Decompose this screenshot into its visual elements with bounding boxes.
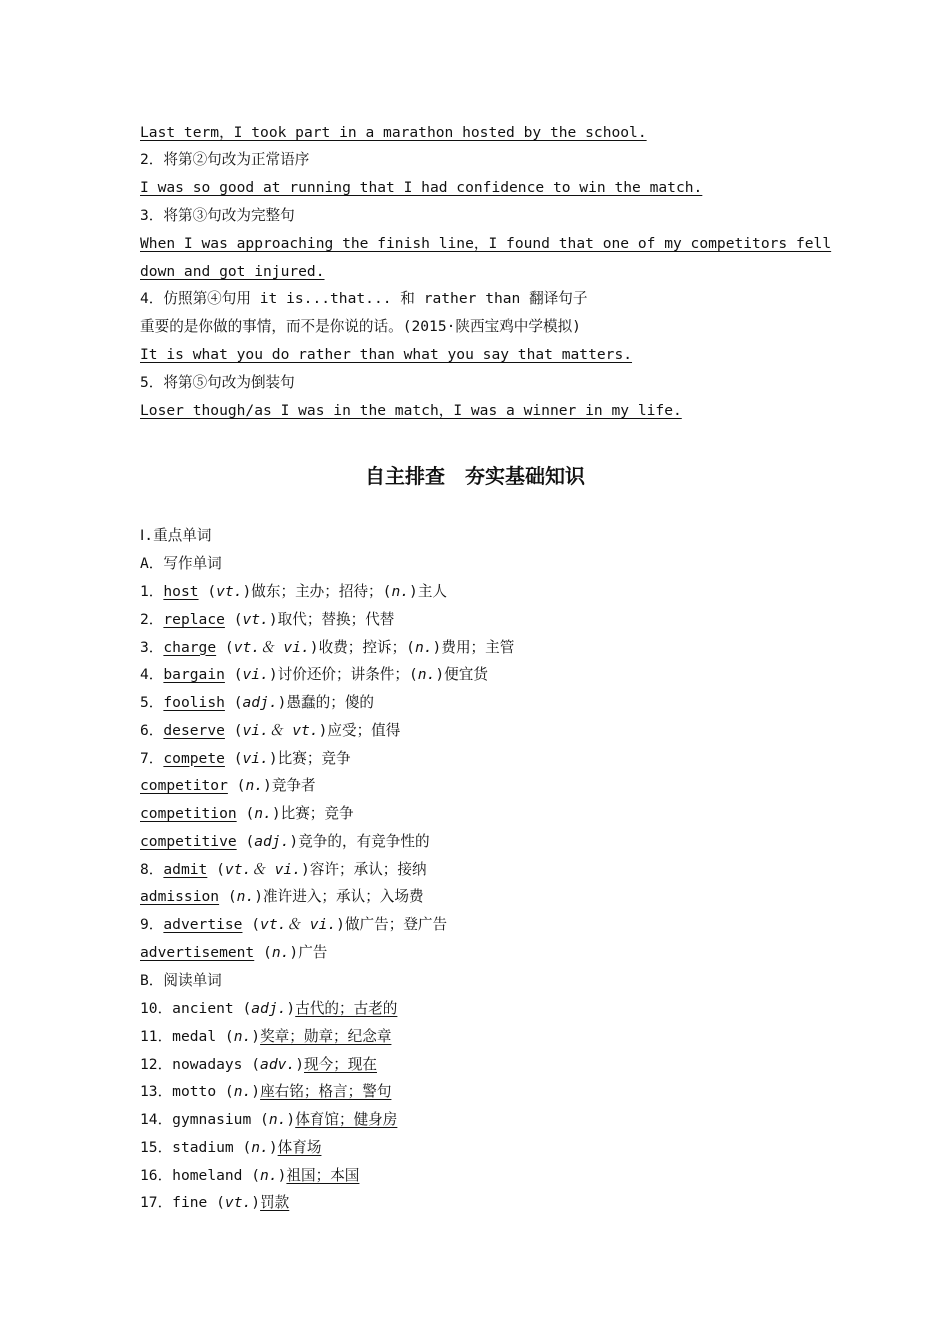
question-4-prompt: 重要的是你做的事情，而不是你说的话。(2015·陕西宝鸡中学模拟) <box>140 318 581 335</box>
vocab-word: charge <box>163 638 217 656</box>
vocab-meaning: 主人 <box>417 583 448 600</box>
vocab-item: 12．nowadays (adv.)现今；现在 <box>140 1055 377 1073</box>
vocab-part-of-speech: adv. <box>260 1055 296 1073</box>
vocab-item: 7．compete (vi.)比赛；竞争 <box>140 749 351 767</box>
answer-sentence-3a: When I was approaching the finish line，I found that one of my competitors fell <box>140 235 832 252</box>
question-4: 4．仿照第④句用 it is...that... 和 rather than 翻译句子 <box>140 290 588 307</box>
vocab-number: 6． <box>140 721 164 739</box>
vocab-item: 14．gymnasium (n.)体育馆；健身房 <box>140 1111 398 1128</box>
vocab-word: admission <box>140 888 220 906</box>
part-heading-key-words: Ⅰ.重点单词 <box>140 527 212 544</box>
vocab-meaning: 比赛；竞争 <box>280 805 354 822</box>
vocab-meaning: 广告 <box>298 943 328 961</box>
vocab-word: ancient <box>172 1000 234 1017</box>
vocab-word: compete <box>163 749 225 767</box>
answer-sentence-3b: down and got injured. <box>140 263 325 280</box>
vocab-meaning: 做广告；登广告 <box>344 916 448 933</box>
vocab-number: 10． <box>140 1000 173 1017</box>
answer-sentence-2: I was so good at running that I had confidence to win the match. <box>140 179 703 196</box>
vocab-part-of-speech: vt. <box>216 583 243 600</box>
vocab-meaning: 取代；替换；代替 <box>277 610 395 628</box>
answer-sentence-1: Last term，I took part in a marathon hosted by the school. <box>140 124 647 141</box>
vocab-item: competitor (n.)竞争者 <box>140 777 316 795</box>
vocab-part-of-speech: n. <box>271 943 290 961</box>
vocab-part-of-speech: n. <box>268 1111 287 1128</box>
vocab-item: 2．replace (vt.)取代；替换；代替 <box>140 610 395 628</box>
vocab-meaning: 座右铭；格言；警句 <box>260 1083 392 1101</box>
vocab-part-of-speech: n. <box>414 638 433 656</box>
part-heading-reading-words: B．阅读单词 <box>140 972 222 989</box>
vocab-number: 14． <box>140 1111 173 1128</box>
vocab-meaning: 容许；承认；接纳 <box>309 860 427 878</box>
vocab-part-of-speech: vi. <box>242 749 269 767</box>
vocab-number: 5． <box>140 694 164 711</box>
vocab-item: 10．ancient (adj.)古代的；古老的 <box>140 1000 398 1017</box>
vocab-item: advertisement (n.)广告 <box>140 943 328 961</box>
answer-sentence-5: Loser though/as I was in the match，I was a winner in my life. <box>140 402 682 419</box>
vocab-number: 13． <box>140 1083 173 1101</box>
vocab-meaning: 应受；值得 <box>327 721 401 739</box>
vocab-word: advertise <box>163 916 243 933</box>
vocab-part-of-speech: n. <box>233 1083 252 1101</box>
vocab-meaning: 竞争的，有竞争性的 <box>298 832 430 850</box>
vocab-word: foolish <box>163 694 225 711</box>
vocab-meaning: 讨价还价；讲条件； <box>277 666 409 684</box>
vocab-part-of-speech: vi. <box>242 666 269 684</box>
vocab-part-of-speech: n. <box>254 805 272 822</box>
vocab-meaning: 便宜货 <box>444 666 488 684</box>
vocab-part-of-speech: adj. <box>254 832 290 850</box>
vocab-meaning: 古代的；古老的 <box>295 1000 398 1017</box>
vocab-part-of-speech: vt. <box>242 610 269 628</box>
vocab-meaning: 体育馆；健身房 <box>295 1111 398 1128</box>
vocab-word: deserve <box>163 721 225 739</box>
vocab-meaning: 奖章；勋章；纪念章 <box>260 1027 392 1045</box>
vocab-part-of-speech: n. <box>251 1138 269 1156</box>
vocab-part-of-speech: vt.＆ vi. <box>233 638 310 656</box>
vocab-part-of-speech: n. <box>391 583 410 600</box>
vocab-meaning: 祖国；本国 <box>286 1166 360 1184</box>
vocab-item: competitive (adj.)竞争的，有竞争性的 <box>140 832 430 850</box>
vocab-part-of-speech: n. <box>260 1166 278 1184</box>
vocab-word: stadium <box>172 1138 234 1156</box>
vocab-meaning: 现今；现在 <box>304 1055 377 1073</box>
vocab-item: 15．stadium (n.)体育场 <box>140 1138 322 1156</box>
vocab-number: 8． <box>140 860 164 878</box>
vocab-item: 11．medal (n.)奖章；勋章；纪念章 <box>140 1027 392 1045</box>
vocab-meaning: 竞争者 <box>271 777 316 795</box>
vocab-part-of-speech: n. <box>245 777 264 795</box>
vocab-number: 12． <box>140 1055 173 1073</box>
vocab-meaning: 费用；主管 <box>441 638 515 656</box>
vocab-number: 1． <box>140 583 164 600</box>
vocab-word: host <box>163 583 199 600</box>
vocab-part-of-speech: vt. <box>224 1194 252 1212</box>
vocab-item: 9．advertise (vt.＆ vi.)做广告；登广告 <box>140 916 448 933</box>
vocab-word: nowadays <box>172 1055 243 1073</box>
vocab-meaning: 罚款 <box>260 1194 290 1212</box>
vocab-word: admit <box>163 860 208 878</box>
vocab-item: 1．host (vt.)做东；主办；招待；(n.)主人 <box>140 583 448 600</box>
vocab-item: 16．homeland (n.)祖国；本国 <box>140 1166 360 1184</box>
vocab-item: 4．bargain (vi.)讨价还价；讲条件；(n.)便宜货 <box>140 666 488 684</box>
vocab-part-of-speech: vt.＆ vi. <box>224 860 302 878</box>
vocab-item: 17．fine (vt.)罚款 <box>140 1194 290 1212</box>
question-2: 2．将第②句改为正常语序 <box>140 151 310 168</box>
question-5: 5．将第⑤句改为倒装句 <box>140 374 295 391</box>
vocab-meaning: 体育场 <box>277 1138 322 1156</box>
section-title: 自主排查 夯实基础知识 <box>365 464 585 488</box>
vocab-number: 9． <box>140 916 164 933</box>
vocab-meaning: 收费；控诉； <box>318 638 407 656</box>
vocab-number: 2． <box>140 610 164 628</box>
vocab-item: 8．admit (vt.＆ vi.)容许；承认；接纳 <box>140 860 427 878</box>
vocab-word: competition <box>140 805 237 822</box>
vocab-item: 13．motto (n.)座右铭；格言；警句 <box>140 1083 392 1101</box>
vocab-word: motto <box>172 1083 217 1101</box>
answer-sentence-4: It is what you do rather than what you say that matters. <box>140 346 633 363</box>
vocab-number: 15． <box>140 1138 173 1156</box>
vocab-word: competitor <box>140 777 228 795</box>
vocab-word: homeland <box>172 1166 243 1184</box>
vocab-meaning: 做东；主办；招待； <box>251 583 383 600</box>
vocab-word: competitive <box>140 832 237 850</box>
vocab-word: fine <box>172 1194 208 1212</box>
vocab-part-of-speech: vt.＆ vi. <box>260 916 337 933</box>
vocab-word: advertisement <box>140 943 255 961</box>
vocab-number: 11． <box>140 1027 173 1045</box>
vocab-word: medal <box>172 1027 217 1045</box>
vocab-part-of-speech: adj. <box>242 694 278 711</box>
vocab-word: replace <box>163 610 225 628</box>
question-3: 3．将第③句改为完整句 <box>140 207 295 224</box>
vocab-meaning: 比赛；竞争 <box>277 749 351 767</box>
vocab-item: 3．charge (vt.＆ vi.)收费；控诉；(n.)费用；主管 <box>140 638 515 656</box>
vocab-item: competition (n.)比赛；竞争 <box>140 805 354 822</box>
vocab-part-of-speech: n. <box>236 888 255 906</box>
vocab-meaning: 准许进入；承认；入场费 <box>263 888 424 906</box>
vocab-item: admission (n.)准许进入；承认；入场费 <box>140 888 424 906</box>
vocab-item: 5．foolish (adj.)愚蠢的；傻的 <box>140 694 375 711</box>
vocab-word: gymnasium <box>172 1111 252 1128</box>
vocab-part-of-speech: n. <box>233 1027 252 1045</box>
vocab-number: 17． <box>140 1194 173 1212</box>
vocab-word: bargain <box>163 666 225 684</box>
vocab-number: 7． <box>140 749 164 767</box>
vocab-number: 16． <box>140 1166 173 1184</box>
vocab-part-of-speech: vi.＆ vt. <box>242 721 319 739</box>
vocab-number: 4． <box>140 666 164 684</box>
vocab-part-of-speech: adj. <box>251 1000 287 1017</box>
vocab-meaning: 愚蠢的；傻的 <box>286 694 375 711</box>
vocab-item: 6．deserve (vi.＆ vt.)应受；值得 <box>140 721 401 739</box>
vocab-part-of-speech: n. <box>417 666 436 684</box>
vocab-number: 3． <box>140 638 164 656</box>
part-heading-writing-words: A．写作单词 <box>140 555 222 572</box>
